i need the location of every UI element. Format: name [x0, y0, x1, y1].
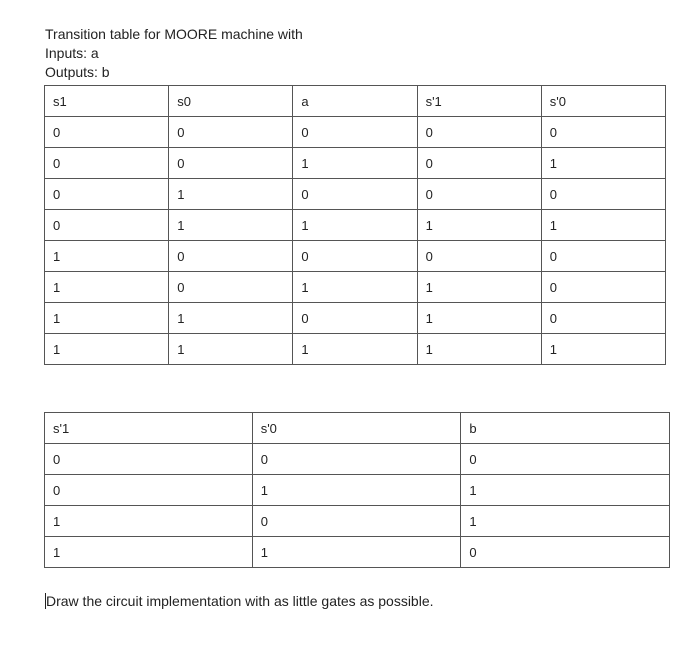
- outputs-text: Outputs: b: [45, 64, 110, 80]
- table-cell: 1: [293, 148, 417, 179]
- table-cell: 0: [417, 241, 541, 272]
- table-cell: 1: [45, 537, 253, 568]
- table-cell: 1: [45, 334, 169, 365]
- table-cell: 1: [169, 303, 293, 334]
- table-cell: 0: [541, 179, 665, 210]
- column-header: s'0: [252, 413, 461, 444]
- table-row: [45, 272, 666, 303]
- title-text: Transition table for MOORE machine with: [45, 26, 303, 42]
- table-cell: 1: [541, 210, 665, 241]
- table-row: [45, 241, 666, 272]
- table-cell: 1: [417, 272, 541, 303]
- transition-table: [44, 85, 666, 365]
- column-header: s'0: [541, 86, 665, 117]
- table-cell: 1: [252, 537, 461, 568]
- table-cell: 1: [417, 334, 541, 365]
- table-row: [45, 148, 666, 179]
- output-table: [44, 412, 670, 568]
- table-cell: 0: [461, 444, 670, 475]
- table-cell: 0: [169, 117, 293, 148]
- table-cell: 1: [169, 334, 293, 365]
- column-header: s'1: [45, 413, 253, 444]
- table-cell: 1: [541, 148, 665, 179]
- table-cell: 0: [417, 148, 541, 179]
- instruction-paragraph[interactable]: [45, 592, 434, 610]
- table-cell: 1: [293, 334, 417, 365]
- table-cell: 1: [541, 334, 665, 365]
- inputs-text: Inputs: a: [45, 45, 99, 61]
- table-row: [45, 444, 670, 475]
- table-row: [45, 210, 666, 241]
- table-cell: 0: [45, 210, 169, 241]
- table-cell: 0: [417, 117, 541, 148]
- table-cell: 0: [461, 537, 670, 568]
- table-row: [45, 334, 666, 365]
- table-cell: 0: [45, 179, 169, 210]
- table-cell: 1: [417, 303, 541, 334]
- table-cell: 0: [541, 117, 665, 148]
- table-cell: 0: [293, 179, 417, 210]
- table-cell: 0: [45, 117, 169, 148]
- table-cell: 0: [541, 303, 665, 334]
- table-cell: 0: [45, 444, 253, 475]
- table-cell: 1: [169, 210, 293, 241]
- table-header-row: [45, 413, 670, 444]
- table-cell: 1: [461, 506, 670, 537]
- table-cell: 1: [45, 272, 169, 303]
- table-cell: 0: [45, 148, 169, 179]
- table-cell: 1: [293, 272, 417, 303]
- column-header: s1: [45, 86, 169, 117]
- table-cell: 0: [45, 475, 253, 506]
- table-cell: 0: [541, 272, 665, 303]
- table-cell: 0: [252, 444, 461, 475]
- table-cell: 1: [45, 506, 253, 537]
- table-cell: 1: [169, 179, 293, 210]
- table-cell: 0: [541, 241, 665, 272]
- table-cell: 0: [252, 506, 461, 537]
- table-cell: 1: [417, 210, 541, 241]
- table-cell: 1: [45, 241, 169, 272]
- column-header: s'1: [417, 86, 541, 117]
- instruction-text: Draw the circuit implementation with as little gates as possible.: [46, 593, 434, 609]
- table-row: [45, 179, 666, 210]
- table-row: [45, 117, 666, 148]
- table-cell: 0: [293, 303, 417, 334]
- table-row: [45, 506, 670, 537]
- table-cell: 0: [169, 241, 293, 272]
- document-header: [45, 25, 303, 82]
- table-cell: 0: [293, 117, 417, 148]
- table-cell: 0: [169, 148, 293, 179]
- table-cell: 1: [45, 303, 169, 334]
- table-cell: 0: [293, 241, 417, 272]
- column-header: b: [461, 413, 670, 444]
- table-cell: 1: [461, 475, 670, 506]
- table-cell: 1: [293, 210, 417, 241]
- table-row: [45, 475, 670, 506]
- table-cell: 0: [169, 272, 293, 303]
- table-header-row: [45, 86, 666, 117]
- table-row: [45, 537, 670, 568]
- table-cell: 0: [417, 179, 541, 210]
- column-header: a: [293, 86, 417, 117]
- table-cell: 1: [252, 475, 461, 506]
- column-header: s0: [169, 86, 293, 117]
- table-row: [45, 303, 666, 334]
